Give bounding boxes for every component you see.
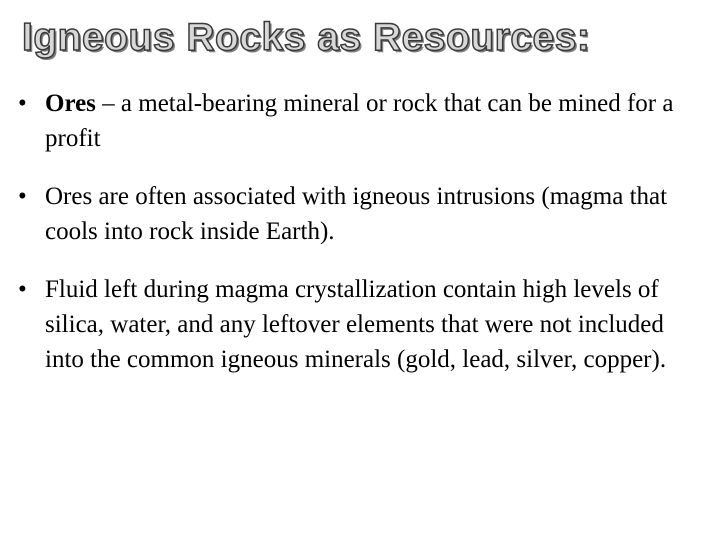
bullet-list bbox=[18, 86, 698, 400]
bullet-text: Fluid left during magma crystallization contain high levels of silica, water, and any leftover elements that were not included into the common igneous minerals (gold, lead, silver, copper). bbox=[45, 276, 667, 373]
bullet-icon: • bbox=[18, 276, 27, 303]
bullet-item-magma-fluid bbox=[18, 272, 698, 377]
bullet-term: Ores bbox=[45, 90, 96, 117]
bullet-icon: • bbox=[18, 183, 27, 210]
slide-title: Igneous Rocks as Resources: bbox=[22, 16, 591, 59]
bullet-text: – a metal-bearing mineral or rock that can be mined for a profit bbox=[45, 90, 674, 152]
bullet-icon: • bbox=[18, 90, 27, 117]
bullet-text: Ores are often associated with igneous intrusions (magma that cools into rock inside Earth). bbox=[45, 183, 668, 245]
bullet-item-ores-definition bbox=[18, 86, 698, 156]
bullet-item-igneous-intrusions bbox=[18, 179, 698, 249]
